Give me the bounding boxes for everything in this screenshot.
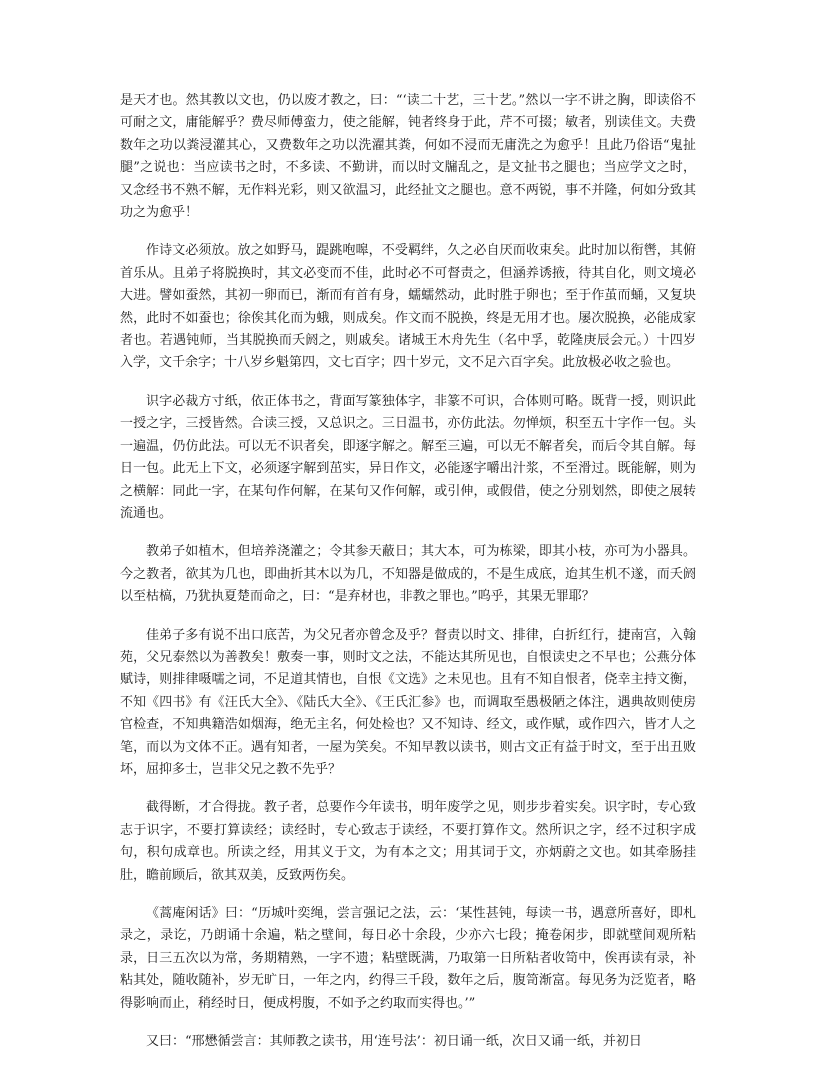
- paragraph-5: 佳弟子多有说不出口底苦，为父兄者亦曾念及乎？督责以时文、排律，白折红行，捷南宫，入翰苑，父兄泰然以为善教矣！敷奏一事，则时文之法，不能达其所见也，自恨读史之不早也；公燕分体赋诗，则排律嗫嚅之词，不足道其情也，自恨《文选》之未见也。且有不知自恨者，侥幸主持文衡，不知《四书》有《汪氏大全》、《陆氏大全》、《王氏汇参》也，而调取至愚极陋之体注，遇典故则使房官检查，不知典籍浩如烟海，绝无主名，何处检也？又不知诗、经文，或作赋，或作四六，皆才人之笔，而以为文体不正。遇有知者，一屋为笑矣。不知早教以读书，则古文正有益于时文，至于出丑败坏，屈抑多士，岂非父兄之教不先乎？: [120, 627, 696, 777]
- document-page: [120, 90, 696, 1069]
- paragraph-1: 是天才也。然其教以文也，仍以废才教之，曰：“‘读二十艺，三十艺。”然以一字不讲之胸，即读俗不可耐之文，庸能解乎？费尽师傅蛮力，使之能解，钝者终身于此，芹不可掇；敏者，别读佳文。夫费数年之功以粪浸灌其心，又费数年之功以洗濯其粪，何如不浸而无庸洗之为愈乎！且此乃俗语“鬼扯腿”之说也：当应读书之时，不多读、不勤讲，而以时文牖乱之，是文扯书之腿也；当应学文之时，又念经书不熟不解，无作料光彩，则又欲温习，此经扯文之腿也。意不两锐，事不并隆，何如分致其功之为愈乎！: [120, 93, 696, 221]
- paragraph-6: 截得断，才合得拢。教子者，总要作今年读书，明年废学之见，则步步着实矣。识字时，专心致志于识字，不要打算读经；读经时，专心致志于读经，不要打算作文。然所识之字，经不过积字成句，积句成章也。所读之经，用其义于文，为有本之文；用其词于文，亦炳蔚之文也。如其牵肠挂肚，瞻前顾后，欲其双美，反致两伤矣。: [120, 800, 696, 883]
- paragraph-7: 《蒿庵闲话》曰：“历城叶奕绳，尝言强记之法，云：‘某性甚钝，每读一书，遇意所喜好，即札录之，录讫，乃朗诵十余遍，粘之壁间，每日必十余段，少亦六七段；掩卷闲步，即就壁间观所粘录，日三五次以为常，务期精熟，一字不遗；粘壁既满，乃取第一日所粘者收笥中，俟再读有录，补粘其处，随收随补，岁无旷日，一年之内，约得三千段，数年之后，腹笥渐富。每见务为泛览者，略得影响而止，稍经时日，便成枵腹，不如予之约取而实得也。’”: [120, 906, 696, 1011]
- paragraph-3: 识字必裁方寸纸，依正体书之，背面写篆独体字，非篆不可识，合体则可略。既背一授，则识此一授之字，三授皆然。合读三授，又总识之。三日温书，亦仿此法。勿惮烦，积至五十字作一包。头一遍温，仍仿此法。可以无不识者矣，即逐字解之。解至三遍，可以无不解者矣，而后令其自解。每日一包。此无上下文，必须逐字解到茁实，异日作文，必能逐字嚼出汁浆，不至滑过。既能解，则为之横解：同此一字，在某句作何解，在某句又作何解，或引伸，或假借，使之分别划然，即使之展转流通也。: [120, 393, 696, 521]
- paragraph-8: 又曰：“邢懋循尝言：其师教之读书，用‘连号法’：初日诵一纸，次日又诵一纸，并初日: [146, 1034, 642, 1050]
- paragraph-4: 教弟子如植木，但培养浇灌之；令其参天蔽日；其大本，可为栋梁，即其小枝，亦可为小器具。今之教者，欲其为几也，即曲折其木以为几，不知器是做成的，不是生成底，迨其生机不遂，而夭阏以至枯槁，乃犹执夏楚而命之，曰：“是弃材也，非教之罪也。”呜乎，其果无罪耶？: [120, 544, 696, 605]
- paragraph-2: 作诗文必须放。放之如野马，踶跳咆嗥，不受羁绊，久之必自厌而收束矣。此时加以衔辔，其俯首乐从。且弟子将脱换时，其文必变而不佳，此时必不可督责之，但涵养诱掖，待其自化，则文境必大进。譬如蚕然，其初一卵而已，渐而有首有身，蠕蠕然动，此时胜于卵也；至于作茧而蛹，又复块然，此时不如蚕也；徐俟其化而为蛾，则成矣。作文而不脱换，终是无用才也。屡次脱换，必能成家者也。若遇钝师，当其脱换而夭阏之，则戚矣。诸城王木舟先生（名中孚，乾隆庚辰会元。）十四岁入学，文千余字；十八岁乡魁第四，文七百字；四十岁元，文不足六百字矣。此放极必收之验也。: [120, 243, 696, 371]
